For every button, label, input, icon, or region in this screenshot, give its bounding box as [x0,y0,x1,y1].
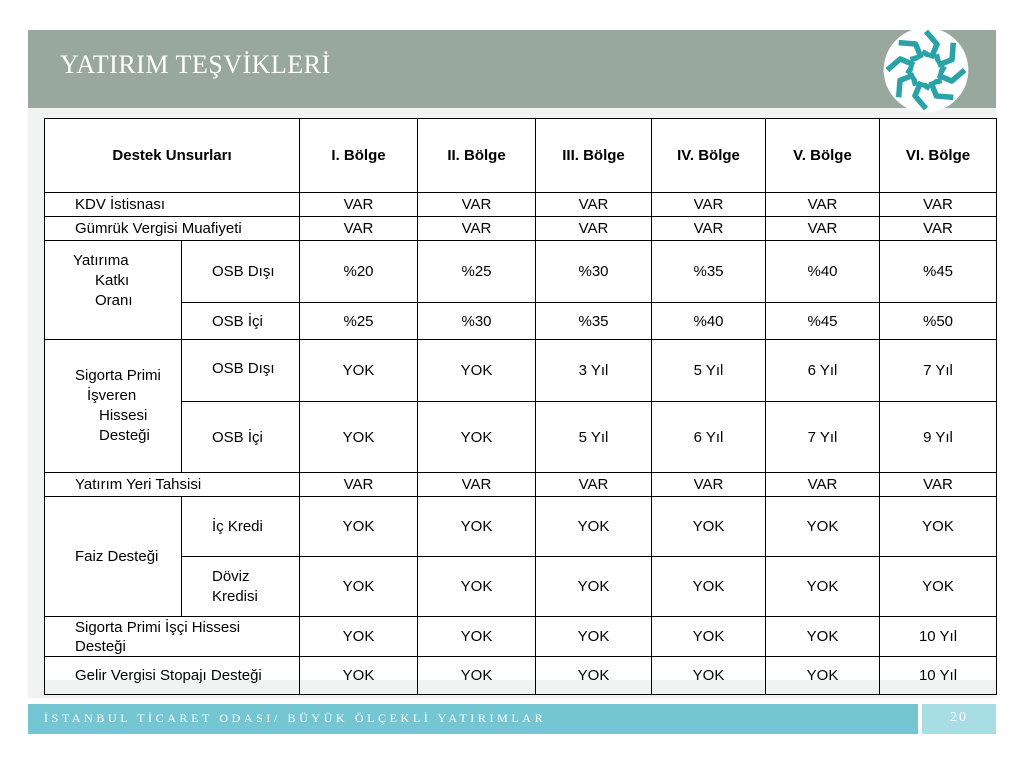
table-cell: 5 Yıl [536,402,652,473]
table-cell: VAR [652,473,766,497]
table-cell: YOK [300,402,418,473]
table-cell: VAR [880,217,997,241]
label-line: Yatırıma [73,252,129,269]
table-cell: YOK [766,617,880,657]
table-cell: %50 [880,303,997,340]
table-cell: VAR [300,217,418,241]
table-row [45,617,997,657]
table-cell: YOK [300,617,418,657]
table-cell: VAR [418,217,536,241]
table-row [45,340,997,402]
table-cell: YOK [300,657,418,695]
table-cell: VAR [418,473,536,497]
table-cell: %25 [418,241,536,303]
row-label-gumruk: Gümrük Vergisi Muafiyeti [45,217,300,241]
table-row [45,217,997,241]
table-cell: VAR [652,193,766,217]
footer-title: İSTANBUL TİCARET ODASI/ BÜYÜK ÖLÇEKLİ YATIRIMLAR [44,711,547,725]
ito-star-logo-icon [880,24,972,116]
table-cell: VAR [766,217,880,241]
table-cell: 3 Yıl [536,340,652,402]
table-cell: VAR [880,473,997,497]
table-cell: YOK [418,340,536,402]
table-cell: %35 [536,303,652,340]
table-cell: YOK [766,657,880,695]
row-label-sigorta-isveren [45,340,182,473]
header-destek-unsurlari: Destek Unsurları [45,119,300,193]
incentive-table-container [44,118,996,684]
table-cell: VAR [766,473,880,497]
label-line: Oranı [95,292,133,309]
page-number: 20 [950,710,968,725]
table-cell: YOK [536,497,652,557]
table-cell: YOK [418,557,536,617]
table-cell: YOK [418,402,536,473]
table-cell: %30 [418,303,536,340]
row-label-katki [45,241,182,340]
row-label-gelir-vergisi: Gelir Vergisi Stopajı Desteği [45,657,300,695]
table-row [45,657,997,695]
label-line: Sigorta Primi [75,367,161,384]
header-bolge-1: I. Bölge [300,119,418,193]
table-cell: YOK [880,497,997,557]
header-bolge-3: III. Bölge [536,119,652,193]
table-cell: 10 Yıl [880,657,997,695]
table-row [45,303,997,340]
table-cell: YOK [766,497,880,557]
table-cell: 5 Yıl [652,340,766,402]
label-line: İşveren [87,387,137,404]
header-bolge-5: V. Bölge [766,119,880,193]
table-row [45,241,997,303]
row-label-faiz: Faiz Desteği [45,497,182,617]
table-cell: 9 Yıl [880,402,997,473]
label-line: Desteği [99,427,150,444]
table-cell: YOK [418,617,536,657]
sub-label-osb-ici: OSB İçi [182,402,300,473]
table-cell: %30 [536,241,652,303]
table-cell: 7 Yıl [880,340,997,402]
table-cell: YOK [652,557,766,617]
table-cell: YOK [536,617,652,657]
table-cell: VAR [418,193,536,217]
table-cell: %25 [300,303,418,340]
table-row [45,193,997,217]
row-label-sigorta-isci [45,617,300,657]
table-row [45,557,997,617]
table-row [45,497,997,557]
table-cell: YOK [536,557,652,617]
label-line: Desteği [75,637,126,655]
table-cell: VAR [300,473,418,497]
table-cell: YOK [300,557,418,617]
table-cell: VAR [536,217,652,241]
table-header-row [45,119,997,193]
table-cell: VAR [300,193,418,217]
table-cell: 7 Yıl [766,402,880,473]
sub-label-osb-disi: OSB Dışı [182,340,300,402]
table-cell: %20 [300,241,418,303]
table-cell: VAR [652,217,766,241]
table-cell: 6 Yıl [766,340,880,402]
table-cell: %40 [766,241,880,303]
table-cell: VAR [536,193,652,217]
table-cell: YOK [880,557,997,617]
table-row [45,402,997,473]
table-cell: %45 [880,241,997,303]
sub-label-osb-disi: OSB Dışı [182,241,300,303]
label-line: Döviz [212,567,250,585]
table-cell: YOK [652,617,766,657]
header-bolge-4: IV. Bölge [652,119,766,193]
table-cell: %45 [766,303,880,340]
table-cell: VAR [766,193,880,217]
table-cell: 6 Yıl [652,402,766,473]
table-row [45,473,997,497]
header-bolge-2: II. Bölge [418,119,536,193]
sub-label-doviz-kredisi [182,557,300,617]
table-cell: YOK [418,657,536,695]
table-cell: VAR [536,473,652,497]
table-cell: YOK [536,657,652,695]
table-cell: YOK [652,497,766,557]
table-cell: VAR [880,193,997,217]
label-line: Kredisi [212,587,258,605]
table-cell: %35 [652,241,766,303]
table-cell: YOK [300,497,418,557]
sub-label-osb-ici: OSB İçi [182,303,300,340]
table-cell: 10 Yıl [880,617,997,657]
table-cell: YOK [300,340,418,402]
row-label-yer-tahsisi: Yatırım Yeri Tahsisi [45,473,300,497]
table-cell: YOK [418,497,536,557]
label-line: Hissesi [99,407,148,424]
page-title: YATIRIM TEŞVİKLERİ [60,50,331,79]
row-label-kdv: KDV İstisnası [45,193,300,217]
label-line: Katkı [95,272,130,289]
label-line: Sigorta Primi İşçi Hissesi [75,618,241,636]
header-bolge-6: VI. Bölge [880,119,997,193]
table-cell: YOK [766,557,880,617]
sub-label-ic-kredi: İç Kredi [182,497,300,557]
table-cell: YOK [652,657,766,695]
table-cell: %40 [652,303,766,340]
incentive-table [44,118,997,695]
